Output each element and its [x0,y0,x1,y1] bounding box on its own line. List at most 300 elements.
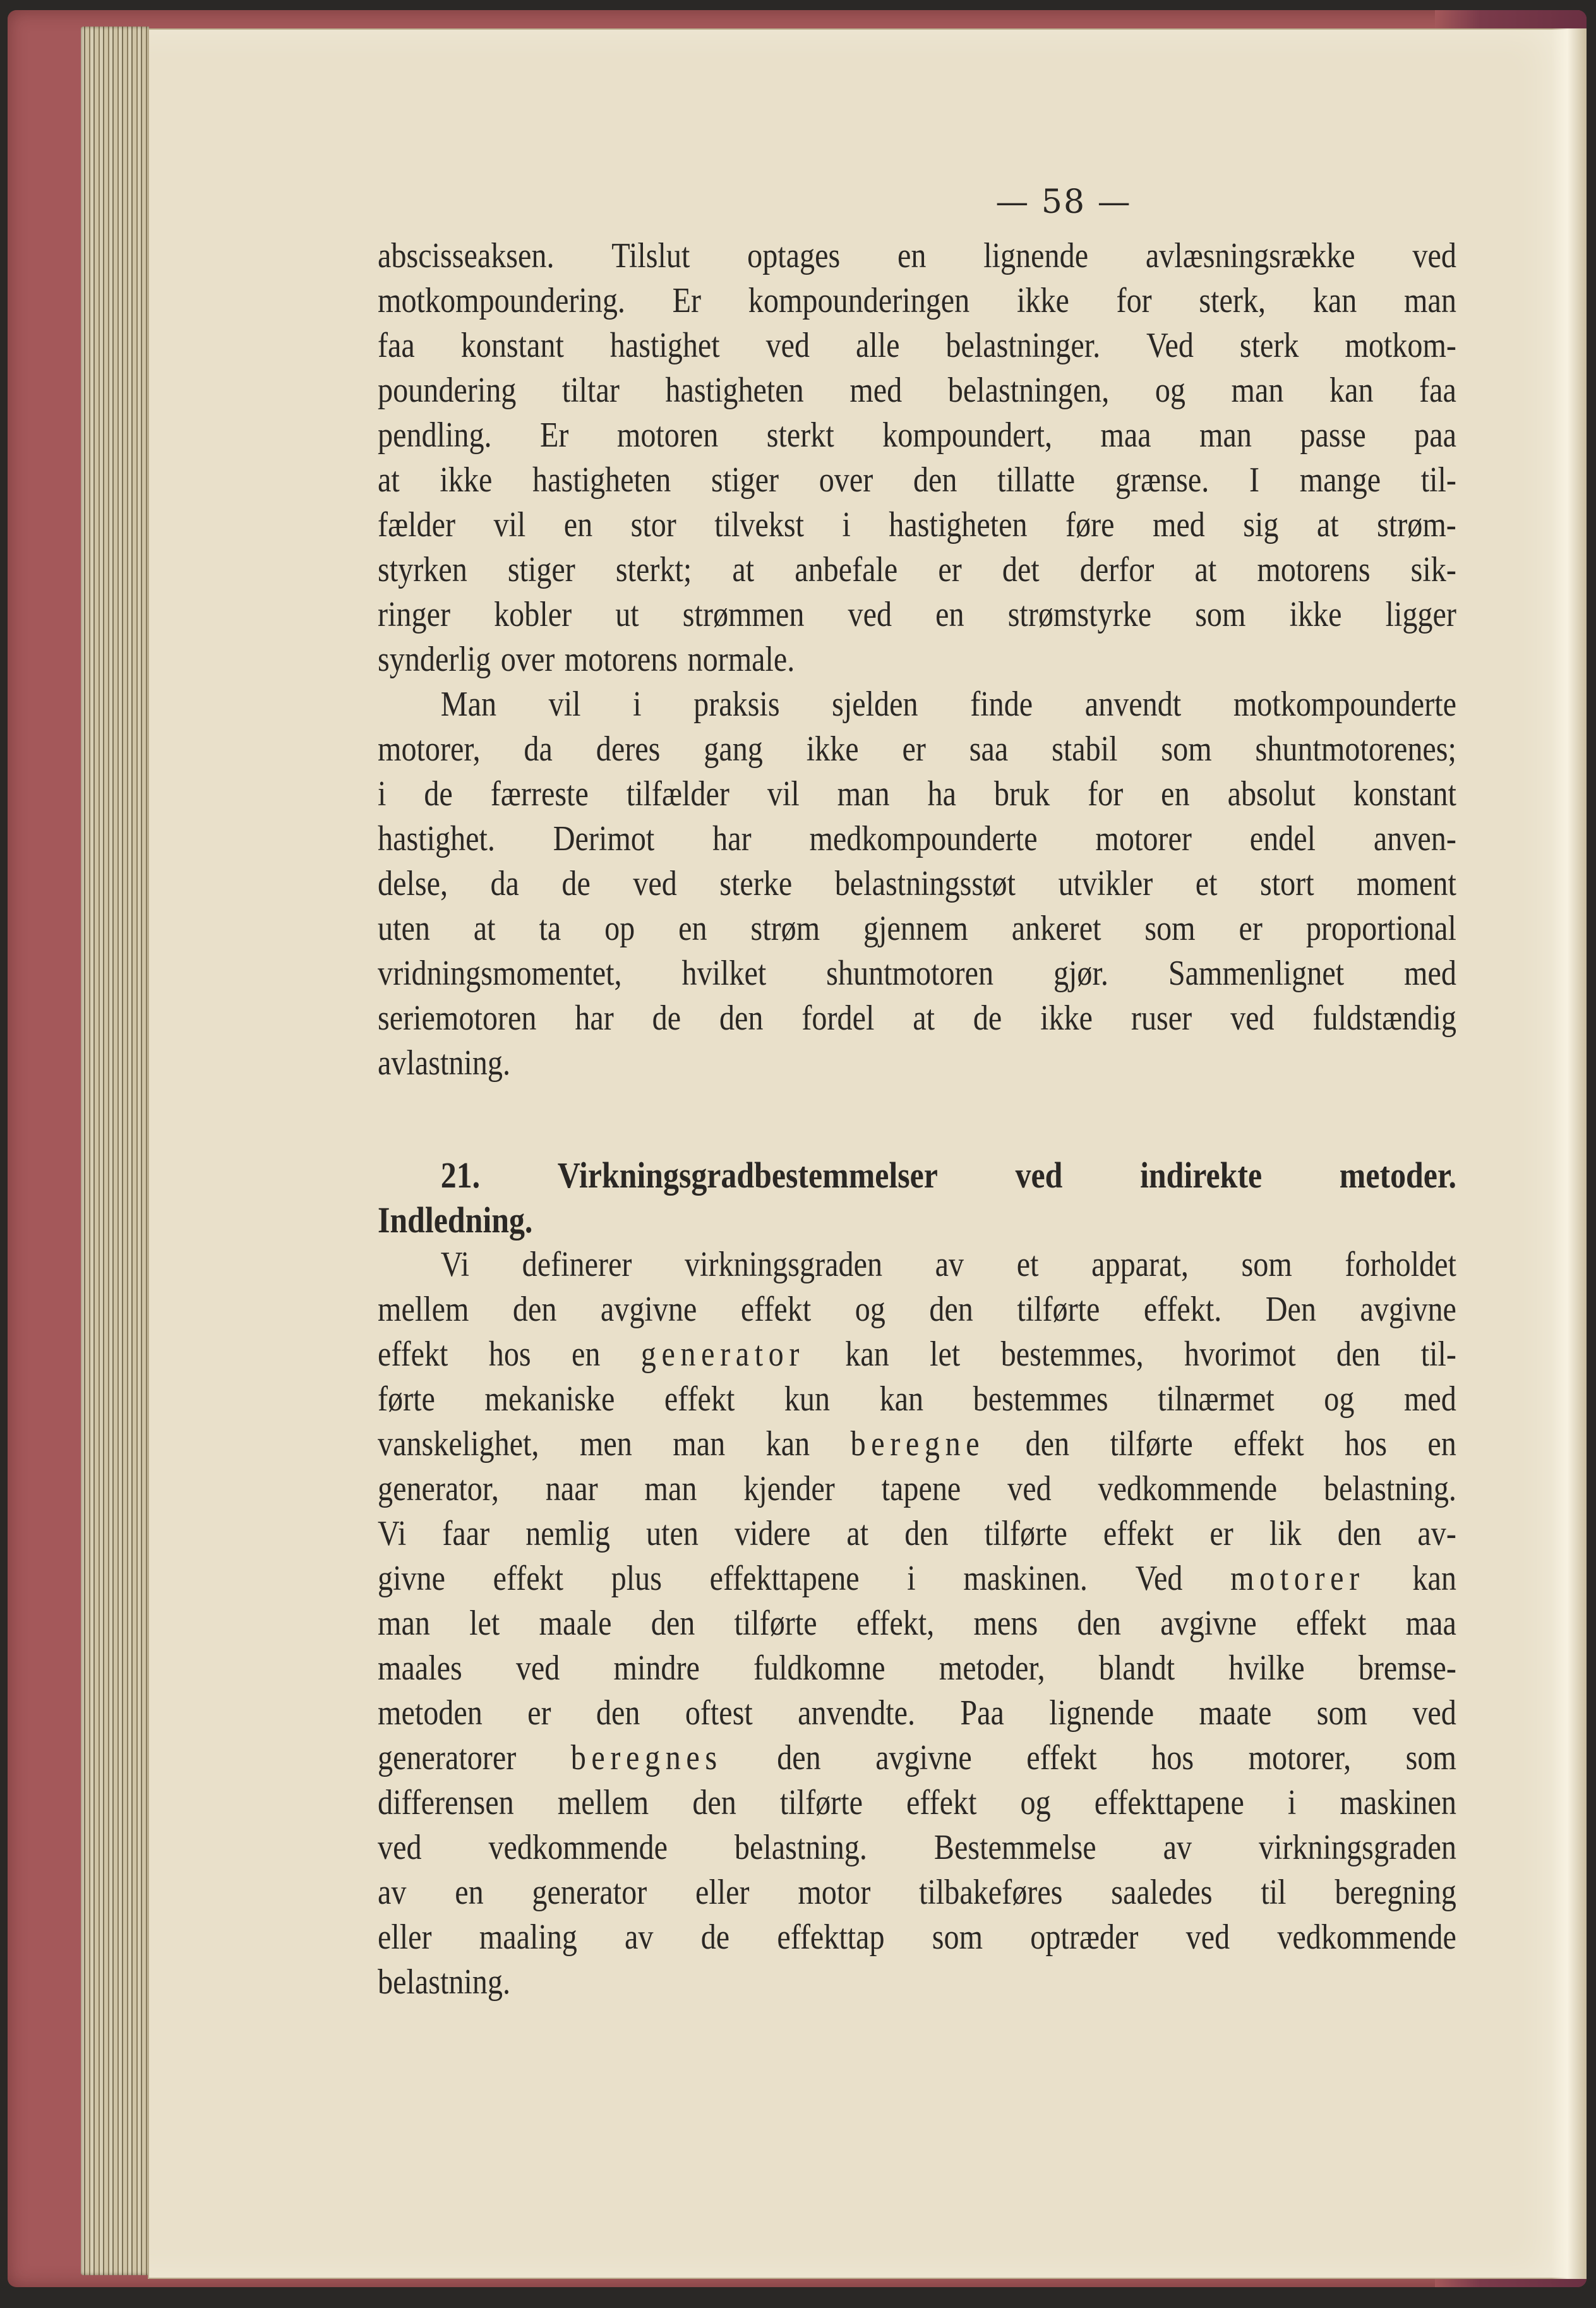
word: tilførte [1017,1290,1100,1329]
word: vil [548,685,581,724]
word: førte [378,1379,435,1419]
word: seriemotoren [378,999,537,1038]
word: Den [1265,1290,1316,1329]
word: plus [611,1559,662,1598]
text-line [378,279,1456,323]
word: effekttapene [1094,1783,1244,1822]
word: effekt [1026,1738,1097,1777]
word: ved [515,1649,560,1688]
text-line [378,503,1456,548]
word: Derimot [553,819,655,858]
text-line [378,1332,1456,1377]
word: ved [1007,1469,1052,1508]
text-line [378,458,1456,503]
word: en [1161,774,1190,814]
page-edges [81,27,149,2275]
section-gap [378,1086,1456,1153]
text-line [378,1870,1456,1915]
word: som [1161,730,1212,769]
text-line [378,1242,1456,1287]
word: over [500,640,555,679]
word: deres [596,730,661,769]
word: kan [879,1379,924,1419]
word: ved [1230,999,1275,1038]
word: den [1336,1335,1381,1374]
word: effekt [1103,1514,1174,1553]
word: som [1241,1245,1292,1284]
word: motkompoundering. [378,281,625,320]
heading-word: ved [1015,1155,1063,1196]
word: tilfælder [626,774,729,814]
word: vil [493,505,526,544]
word: sik- [1410,550,1456,589]
word: effekt [378,1335,448,1374]
word: let [930,1335,961,1374]
word: avlæsningsrække [1145,236,1355,275]
word: ha [927,774,956,814]
word: i [633,685,642,724]
word: eller [695,1873,750,1912]
text-column [378,234,1456,2005]
text-line [378,368,1456,413]
word: at [473,909,496,948]
heading-word: metoder. [1339,1155,1456,1196]
word: tiltar [561,371,620,410]
text-line [378,1601,1456,1646]
word: fuldstændig [1312,999,1456,1038]
word: med [849,371,903,410]
word: tilvekst [714,505,805,544]
text-line [378,1556,1456,1601]
word: maate [1199,1693,1272,1733]
word: op [604,909,635,948]
word: føre [1065,505,1115,544]
word: ankeret [1011,909,1101,948]
word: for [1116,281,1152,320]
word: sterkt; [615,550,692,589]
word: styrken [378,550,467,589]
word: man [1404,281,1456,320]
word: maskinen. [963,1559,1088,1598]
word: har [712,819,752,858]
heading-word: 21. [440,1155,481,1196]
word: mellem [378,1290,469,1329]
text-line [378,1422,1456,1467]
word: Bestemmelse [933,1828,1096,1867]
word: en [571,1335,601,1374]
word: avlastning. [378,1043,511,1083]
word: anven- [1373,819,1456,858]
word: hos [488,1335,531,1374]
word: strømmen [682,595,805,634]
emphasized-word: beregne [850,1424,985,1464]
word: utvikler [1058,864,1153,903]
word: avgivne [1360,1290,1456,1329]
word: derfor [1079,550,1155,589]
word: oftest [685,1693,753,1733]
word: vridningsmomentet, [378,954,622,993]
word: ved [1412,236,1456,275]
word: av [1163,1828,1192,1867]
text-line [378,1691,1456,1736]
word: den [929,1290,973,1329]
word: kan [1329,371,1374,410]
word: da [490,864,519,903]
section-subheading: Indledning. [378,1199,533,1241]
text-line [378,1041,1456,1086]
word: av- [1417,1514,1456,1553]
word: tapene [881,1469,961,1508]
word: stor [630,505,676,544]
word: at [913,999,935,1038]
word: i [907,1559,916,1598]
word: sig [1243,505,1279,544]
word: givne [378,1559,446,1598]
word: av [625,1918,654,1957]
word: at [1194,550,1217,589]
word: ved [848,595,892,634]
word: konstant [1353,774,1456,814]
page-fold-shadow [1552,28,1587,2279]
word: belastningen, [947,371,1110,410]
word: effekttapene [709,1559,860,1598]
word: beregning [1335,1873,1456,1912]
word: motorer, [378,730,481,769]
word: motkompounderte [1233,685,1456,724]
word: ikke [1289,595,1342,634]
word: effekt [740,1290,812,1329]
page-number: — 58 — [995,183,1132,221]
text-line [378,996,1456,1041]
word: ringer [378,595,450,634]
word: motor [798,1873,871,1912]
word: kan [765,1424,810,1464]
word: hastighet [609,326,720,365]
text-line [378,1960,1456,2005]
word: vanskelighet, [378,1424,539,1464]
word: virkningsgraden [1258,1828,1456,1867]
word: kjender [743,1469,835,1508]
word: stiger [711,460,779,500]
word: tilførte [779,1783,863,1822]
word: Er [539,416,569,455]
word: stabil [1052,730,1118,769]
word: virkningsgraden [685,1245,883,1284]
word: gjennem [863,909,968,948]
heading-word: Virkningsgradbestemmelser [557,1155,938,1196]
word: ruser [1131,999,1192,1038]
word: og [1155,371,1185,410]
word: uten [378,909,430,948]
word: den [596,1693,640,1733]
word: som [1195,595,1246,634]
word: anvendt [1084,685,1182,724]
word: den [777,1738,821,1777]
word: man [673,1424,726,1464]
word: de [700,1918,730,1957]
word: til- [1420,1335,1456,1374]
word: poundering [378,371,517,410]
text-line [378,1377,1456,1422]
word: at [732,550,755,589]
word: I [1249,460,1260,500]
word: optages [747,236,841,275]
word: motoren [616,416,719,455]
word: de [424,774,453,814]
word: generator [532,1873,647,1912]
word: den [1025,1424,1070,1464]
word: sterke [719,864,793,903]
word: av [935,1245,964,1284]
word: mindre [613,1649,700,1688]
word: vedkommende [1277,1918,1456,1957]
word: gjør. [1053,954,1108,993]
emphasized-word: beregnes [570,1738,723,1777]
word: avgivne [875,1738,972,1777]
emphasized-word: generator [640,1335,805,1374]
word: tilnærmet [1158,1379,1275,1419]
word: lik [1269,1514,1302,1553]
word: maa [1405,1604,1456,1643]
word: er [527,1693,551,1733]
word: motkom- [1345,326,1456,365]
word: Paa [960,1693,1004,1733]
word: differensen [378,1783,514,1822]
word: da [524,730,553,769]
word: ligger [1385,595,1456,634]
word: eller [378,1918,432,1957]
word: lignende [1049,1693,1155,1733]
word: uten [646,1514,699,1553]
word: et [1016,1245,1039,1284]
word: medkompounderte [809,819,1038,858]
word: mange [1299,460,1381,500]
word: hastigheten [889,505,1028,544]
word: effekt, [856,1604,935,1643]
text-line [378,906,1456,951]
word: hvilke [1228,1649,1305,1688]
paragraph-3 [378,1242,1456,2005]
word: som [1405,1738,1456,1777]
word: den [692,1783,736,1822]
word: nemlig [525,1514,610,1553]
word: sterk, [1199,281,1266,320]
word: effekt [906,1783,977,1822]
word: for [1088,774,1124,814]
word: normale. [687,640,795,679]
word: generator, [378,1469,499,1508]
word: videre [735,1514,811,1553]
word: som [1144,909,1196,948]
text-line [378,862,1456,906]
word: en [563,505,593,544]
word: at [846,1514,869,1553]
word: belastning. [378,1962,511,2002]
word: man [644,1469,697,1508]
word: ikke [440,460,493,500]
word: man [1231,371,1284,410]
word: Man [440,685,497,724]
word: sterkt [766,416,834,455]
word: og [1020,1783,1051,1822]
word: let [469,1604,500,1643]
word: metoden [378,1693,483,1733]
word: man [1199,416,1252,455]
word: en [455,1873,484,1912]
word: et [1195,864,1218,903]
word: effekt. [1143,1290,1222,1329]
word: er [902,730,926,769]
word: Er [672,281,702,320]
word: effekttap [777,1918,885,1957]
word: er [1209,1514,1233,1553]
word: saaledes [1111,1873,1213,1912]
word: den [1077,1604,1122,1643]
word: den [913,460,957,500]
text-line [378,1467,1456,1512]
word: pendling. [378,416,492,455]
text-line [378,413,1456,458]
word: effekt [1295,1604,1367,1643]
word: effekt [1233,1424,1304,1464]
word: strøm- [1377,505,1456,544]
word: ved [765,326,810,365]
word: færreste [490,774,589,814]
word: hastigheten [665,371,804,410]
word: belastning. [734,1828,867,1867]
word: grænse. [1115,460,1209,500]
text-line [378,637,1456,682]
word: apparat, [1091,1245,1189,1284]
word: den [651,1604,695,1643]
word: ut [615,595,639,634]
text-line [378,323,1456,368]
word: fuldkomne [753,1649,885,1688]
word: man [837,774,890,814]
word: belastning. [1323,1469,1456,1508]
word: synderlig [378,640,491,679]
word: Tilslut [611,236,690,275]
word: tilførte [984,1514,1067,1553]
word: Vi [440,1245,470,1284]
word: ved [378,1828,422,1867]
word: saa [969,730,1009,769]
word: motorer [1095,819,1192,858]
text-line [378,1915,1456,1960]
word: alle [856,326,900,365]
word: mellem [557,1783,649,1822]
word: med [1403,1379,1456,1419]
word: faa [378,326,415,365]
word: med [1404,954,1456,993]
word: naar [545,1469,598,1508]
word: stiger [507,550,575,589]
text-line [378,772,1456,817]
word: maales [378,1649,462,1688]
word: det [1002,550,1040,589]
word: paa [1414,416,1456,455]
word: ved [633,864,677,903]
word: mens [973,1604,1038,1643]
emphasized-word: motorer [1230,1559,1365,1598]
word: anvendte. [798,1693,916,1733]
word: shuntmotoren [826,954,994,993]
word: finde [970,685,1033,724]
word: er [938,550,962,589]
word: definerer [522,1245,632,1284]
word: en [678,909,707,948]
word: hvilket [681,954,767,993]
word: den [1337,1514,1382,1553]
word: bruk [993,774,1050,814]
word: konstant [460,326,564,365]
word: tilførte [734,1604,817,1643]
word: den [904,1514,949,1553]
text-line [378,592,1456,637]
word: motorens [1257,550,1371,589]
word: proportional [1305,909,1456,948]
text-line [378,1287,1456,1332]
text-line [378,234,1456,279]
word: tillatte [997,460,1076,500]
word: en [1427,1424,1456,1464]
text-line [378,682,1456,727]
heading-word: indirekte [1140,1155,1263,1196]
word: effekt [493,1559,564,1598]
word: fordel [801,999,875,1038]
text-line [378,1825,1456,1870]
word: belastningsstøt [834,864,1016,903]
word: maale [539,1604,612,1643]
word: kobler [494,595,572,634]
word: og [855,1290,885,1329]
word: hvorimot [1184,1335,1296,1374]
text-line [378,1512,1456,1556]
word: man [378,1604,430,1643]
word: maskinen [1340,1783,1456,1822]
word: kan [845,1335,889,1374]
paragraph-2 [378,682,1456,1086]
word: stort [1259,864,1314,903]
word: at [1316,505,1339,544]
section-heading [378,1153,1456,1198]
word: forholdet [1345,1245,1456,1284]
word: fælder [378,505,456,544]
word: tilførte [1110,1424,1193,1464]
word: vedkommende [488,1828,668,1867]
word: Ved [1146,326,1194,365]
word: vil [767,774,800,814]
word: til- [1420,460,1456,500]
word: metoder, [939,1649,1045,1688]
word: endel [1249,819,1316,858]
word: i [842,505,851,544]
word: kun [784,1379,831,1419]
word: effekt [664,1379,735,1419]
text-line [378,817,1456,862]
word: de [973,999,1002,1038]
word: er [1239,909,1263,948]
text-line [378,727,1456,772]
word: kompounderingen [748,281,970,320]
word: den [719,999,764,1038]
word: tilbakeføres [919,1873,1063,1912]
text-line [378,548,1456,592]
word: at [378,460,400,500]
word: i [1287,1783,1297,1822]
word: som [932,1918,983,1957]
word: strømstyrke [1007,595,1152,634]
